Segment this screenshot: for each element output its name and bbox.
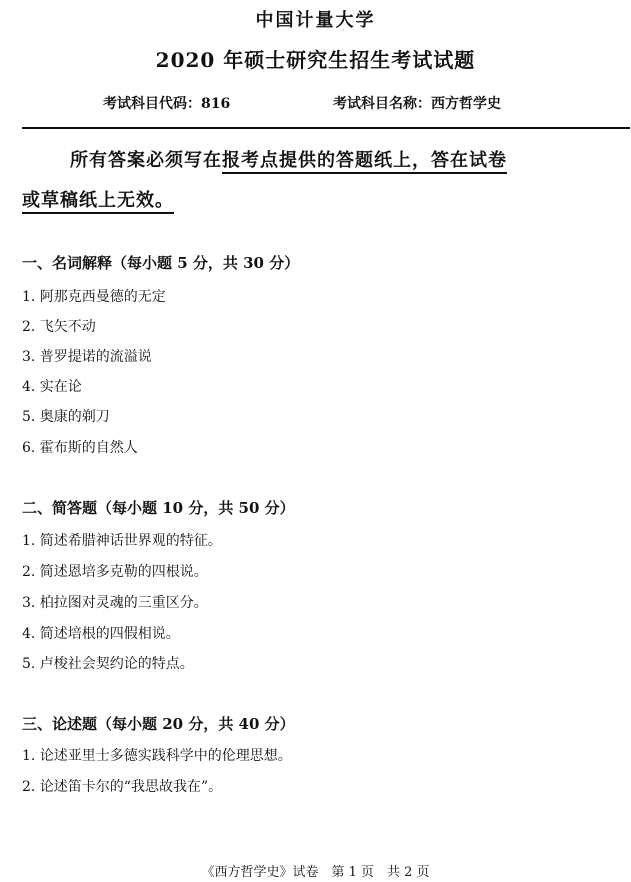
notice-line-1	[70, 146, 507, 172]
university-name: 中国计量大学	[255, 10, 376, 31]
list-item: 5. 卢梭社会契约论的特点。	[22, 656, 194, 672]
list-item: 5. 奥康的剃刀	[22, 409, 110, 425]
exam-title: 2020 年硕士研究生招生考试试题	[155, 48, 476, 72]
section-title-essay: 三、论述题（每小题 20 分，共 40 分）	[22, 715, 295, 733]
subject-code: 考试科目代码：816	[103, 96, 231, 112]
list-item: 3. 普罗提诺的流溢说	[22, 349, 152, 365]
list-item: 4. 简述培根的四假相说。	[22, 626, 180, 642]
list-item: 3. 柏拉图对灵魂的三重区分。	[22, 595, 208, 611]
list-item: 2. 飞矢不动	[22, 319, 96, 335]
list-item: 6. 霍布斯的自然人	[22, 440, 138, 456]
section-title-definitions: 一、名词解释（每小题 5 分，共 30 分）	[22, 254, 300, 272]
notice-line-2	[22, 186, 174, 212]
page-footer: 《西方哲学史》试卷 第 1 页 共 2 页	[201, 865, 430, 880]
list-item: 2. 论述笛卡尔的“我思故我在”。	[22, 779, 223, 795]
list-item: 1. 论述亚里士多德实践科学中的伦理思想。	[22, 748, 292, 764]
subject-name: 考试科目名称：西方哲学史	[333, 96, 501, 112]
notice-underlined-2: 或草稿纸上无效。	[22, 190, 174, 214]
notice-lead: 所有答案必须写在	[70, 150, 222, 171]
list-item: 1. 阿那克西曼德的无定	[22, 289, 166, 305]
list-item: 4. 实在论	[22, 379, 82, 395]
list-item: 2. 简述恩培多克勒的四根说。	[22, 564, 208, 580]
notice-underlined-1: 报考点提供的答题纸上，答在试卷	[222, 150, 507, 174]
section-title-short-answer: 二、简答题（每小题 10 分，共 50 分）	[22, 499, 295, 517]
list-item: 1. 简述希腊神话世界观的特征。	[22, 533, 222, 549]
header-divider	[22, 127, 630, 129]
